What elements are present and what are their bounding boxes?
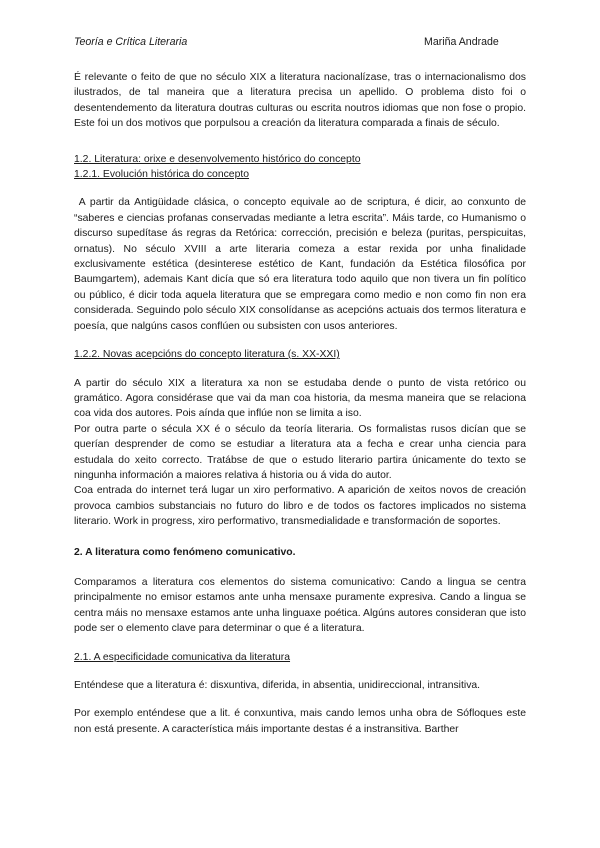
section-heading-1-2-1: 1.2.1. Evolución histórica do concepto — [74, 169, 250, 181]
paragraph-communicative-system: Comparamos a literatura cos elementos do sistema comunicativo: Cando a lingua se centra principalmente no emisor estamos ante unha mensaxe puramente expresiva. Cando a lingua se centra máis no mensaxe estamos ante unha linguaxe poética. Algúns autores consideran que isto pode ser o elemento clave para determinar o que é a literatura. — [74, 576, 526, 635]
section-heading-2: 2. A literatura como fenómeno comunicativo. — [74, 546, 296, 558]
page-header — [74, 36, 526, 52]
section-heading-1-2: 1.2. Literatura: orixe e desenvolvemento histórico do concepto — [74, 153, 361, 165]
paragraph-example: Por exemplo enténdese que a lit. é conxuntiva, mais cando lemos unha obra de Sófloques este non está presente. A característica máis importante destas é a instransitiva. Barther — [74, 708, 526, 735]
paragraph-internet: Coa entrada do internet terá lugar un xiro performativo. A aparición de xeitos novos de creación provoca cambios substanciais no futuro do libro e de todos os factores implicados no sistema literario. Work in progress, xiro performativo, transmedialidade e transformación de soportes. — [74, 485, 526, 528]
paragraph-characteristics: Enténdese que a literatura é: disxuntiva, diferida, in absentia, unidireccional, intransitiva. — [74, 680, 481, 691]
section-heading-2-1: 2.1. A especificidade comunicativa da literatura — [74, 651, 291, 663]
header-course-title: Teoría e Crítica Literaria — [74, 36, 188, 48]
paragraph-xix-century: A partir do século XIX a literatura xa non se estudaba dende o punto de vista retórico ou gramático. Agora considérase que vai da man coa historia, da mesma maneira que se relaciona coa vida dos autores. Pois aínda que inflúe non se limita a iso. — [74, 377, 526, 420]
paragraph-nationalization: É relevante o feito de que no século XIX a literatura nacionalízase, tras o internacionalismo dos ilustrados, de tal maneira que a literatura precisa un apellido. O problema disto foi o desentendemento da literatura doutras culturas ou escrita noutros idiomas que non fose o propio. Este foi un dos motivos que porpulsou a creación da literatura comparada a finais de século. — [74, 72, 526, 130]
section-heading-1-2-2: 1.2.2. Novas acepcións do concepto literatura (s. XX-XXI) — [74, 349, 340, 361]
paragraph-xx-century: Por outra parte o sécula XX é o século da teoría literaria. Os formalistas rusos dicían que se querían desprender de como se estudiar a literatura ata a fecha e crear unha ciencia para estudala do xeito correcto. Tratábse de que o estudo literario partira únicamente do texto se ningunha información a maiores relativa á historia ou á vida do autor. — [74, 423, 526, 481]
paragraph-historical-evolution: A partir da Antigüidade clásica, o concepto equivale ao de scriptura, é dicir, ao conxunto de “saberes e ciencias profanas conservadas mediante a letra escrita”. Máis tarde, co Humanismo o discurso supedítase ás regras da Retórica: corrección, precisión e beleza (puritas, perspicuitas, ornatus). No século XVIII a arte literaria comeza a estar rexida por unha finalidade exclusivamente estética (desinterese estético de Kant, fundación da Estética filosófica por Baumgartem), ademais Kant dicía que só era literatura todo aquilo que non tivera un fin político ou público, é dicir toda aquela literatura que se empregara como medio e non como fin non era considerada. Seguindo polo século XIX consolídanse as acepcións actuais dos termos literatura e poesía, que nalgúns casos conflúen ou subsisten con usos anteriores. — [74, 197, 529, 332]
header-author: Mariña Andrade — [424, 36, 499, 48]
document-body — [74, 70, 529, 737]
